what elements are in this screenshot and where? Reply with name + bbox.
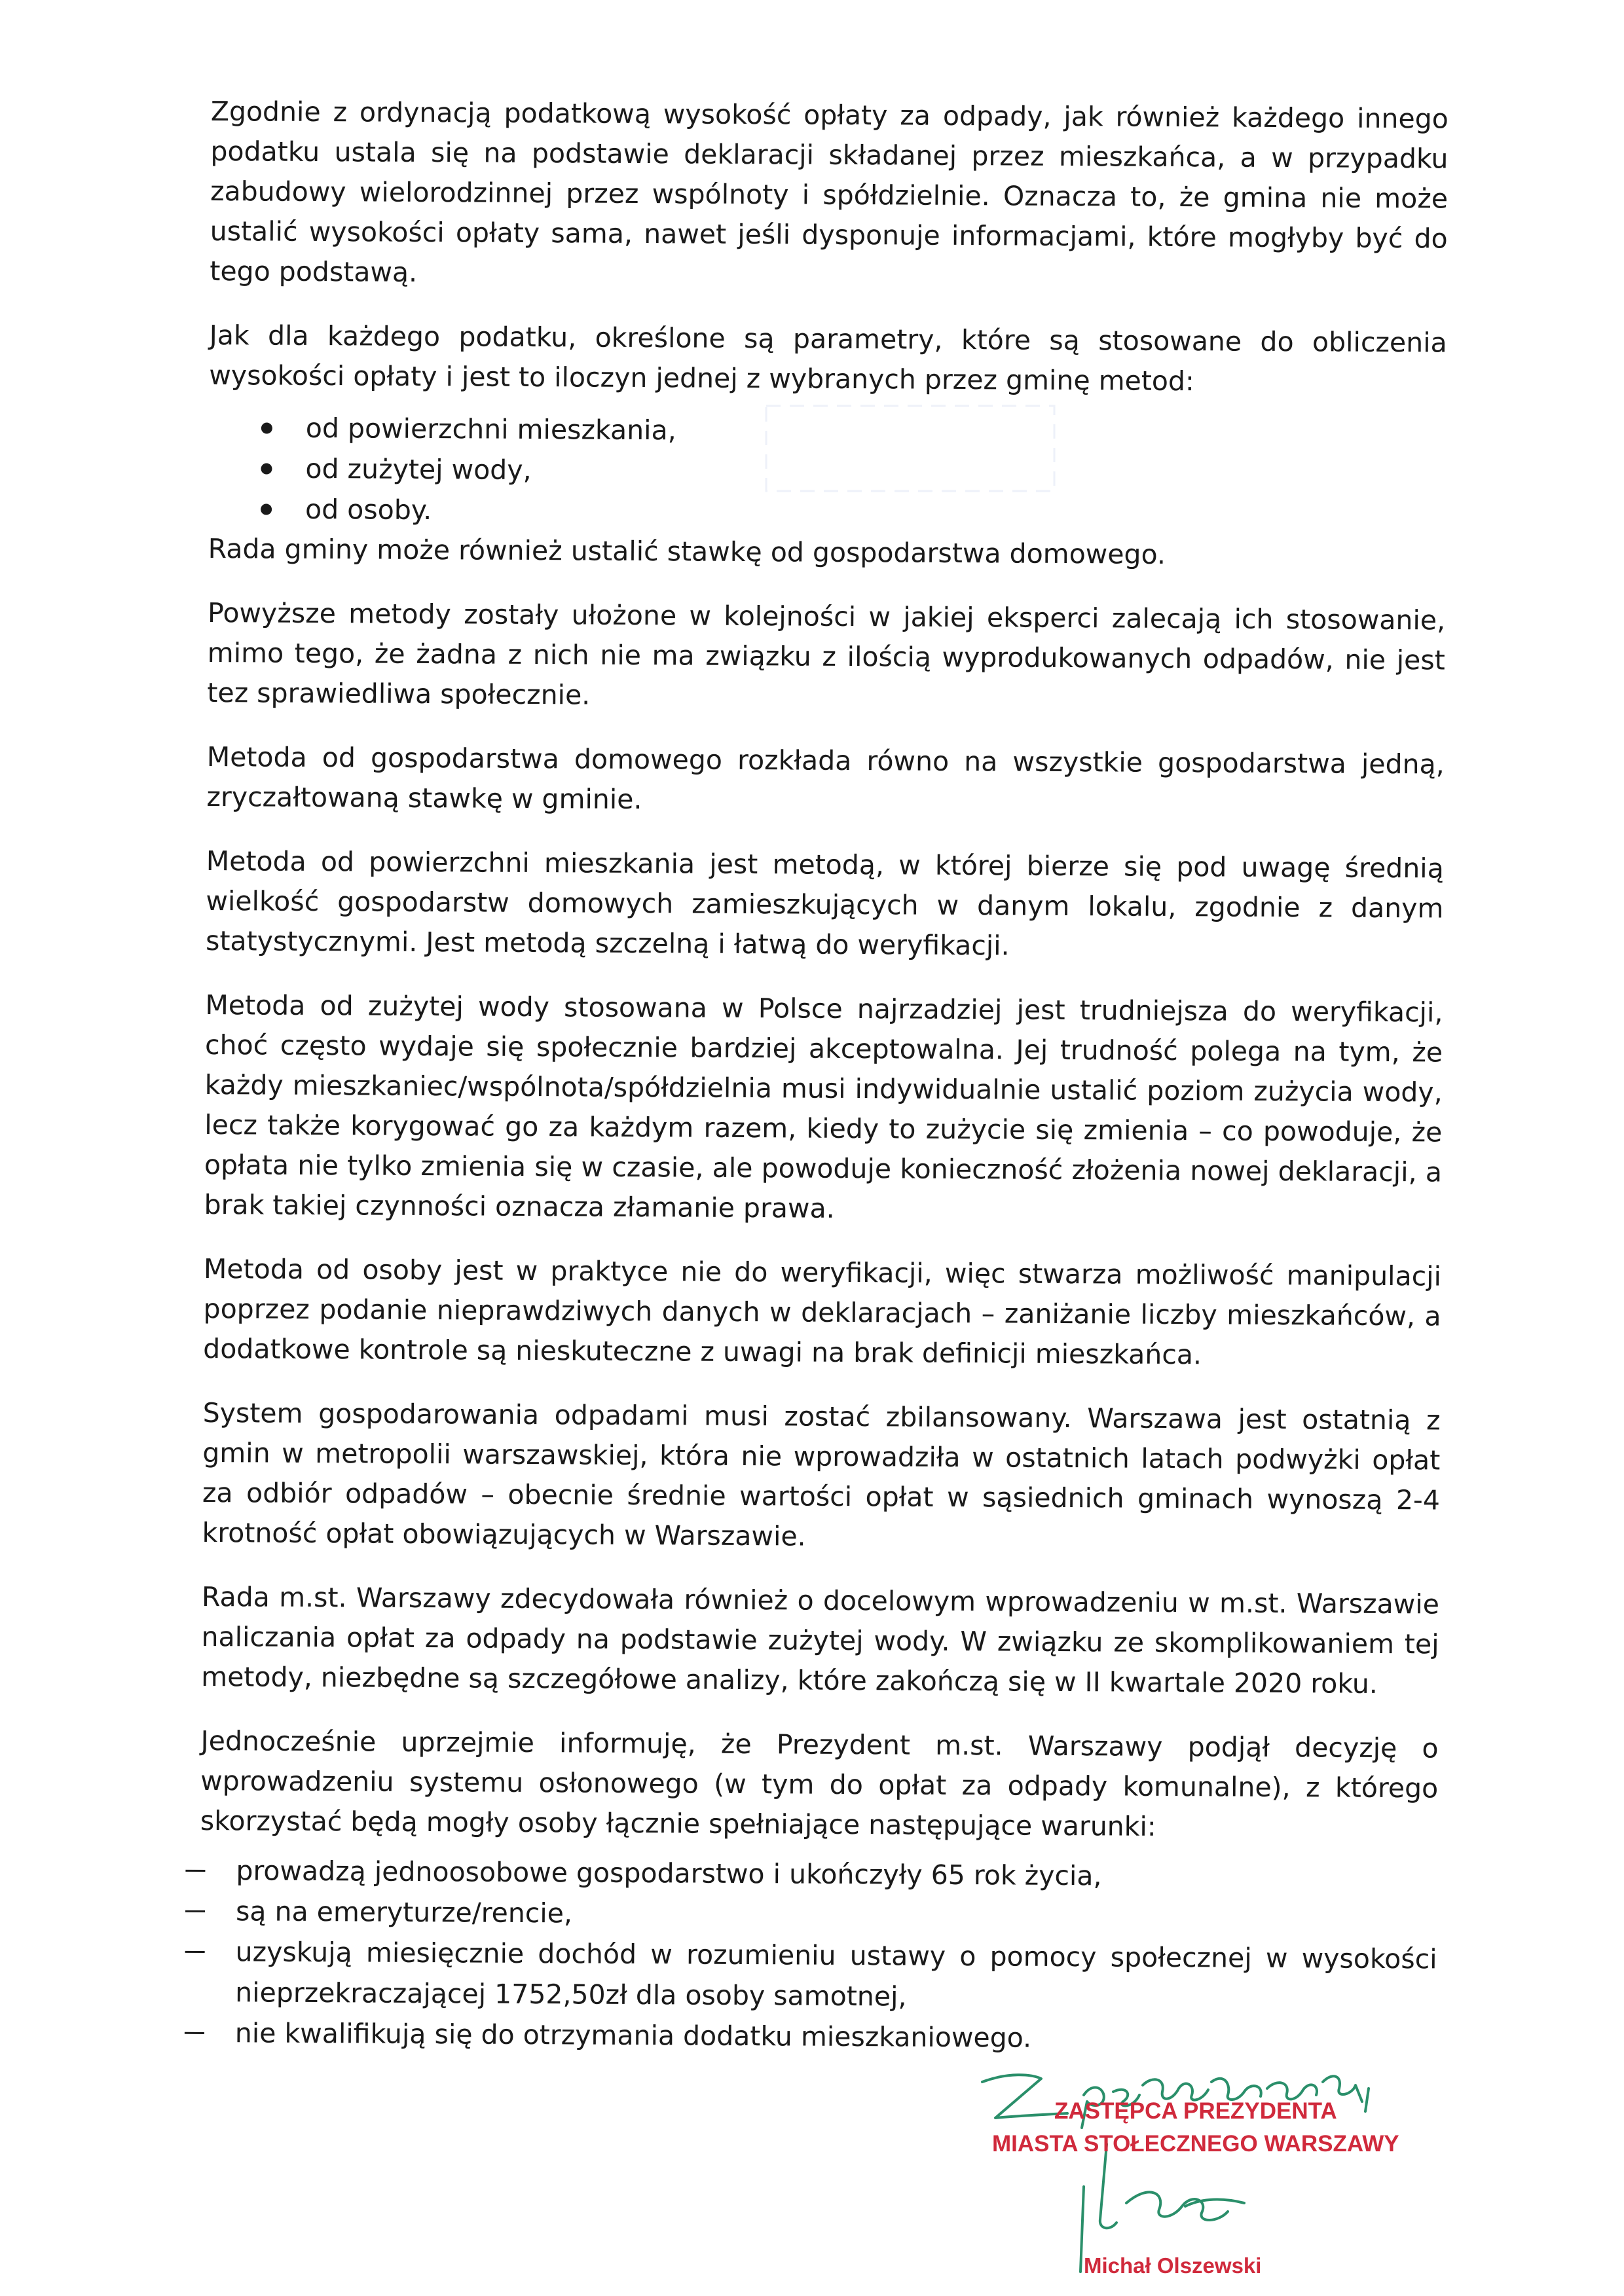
paragraph-system-balance: System gospodarowania odpadami musi zostać zbilansowany. Warszawa jest ostatnią z gmin w metropolii warszawskiej, która nie wprowadziła w ostatnich latach podwyżki opłat za odbiór odpadów – obecnie średnie wartości opłat w sąsiednich gminach wynoszą 2-4 krotność opłat obowiązujących w Warszawie.	[202, 1396, 1441, 1552]
paragraph-person-method: Metoda od osoby jest w praktyce nie do weryfikacji, więc stwarza możliwość manipulacji poprzez podanie nieprawdziwych danych w deklaracjach – zaniżanie liczby mieszkańców, a dodatkowe kontrole są nieskuteczne z uwagi na brak definicji mieszkańca.	[203, 1252, 1442, 1371]
signature-block	[969, 2056, 1441, 2291]
dash-icon	[185, 1951, 205, 1953]
bullet-icon	[261, 422, 272, 433]
list-item: od osoby.	[208, 488, 1446, 537]
paragraph-area-method: Metoda od powierzchni mieszkania jest metodą, w której bierze się pod uwagę średnią wielkość gospodarstw domowych zamieszkujących w danym lokalu, zgodnie z danym statystycznymi. Jest metodą szczelną i łatwą do weryfikacji.	[205, 845, 1444, 962]
list-item: uzyskują miesięcznie dochód w rozumieniu ustawy o pomocy społecznej w wysokości nieprzekraczającej 1752,50zł dla osoby samotnej,	[199, 1931, 1437, 2020]
dash-icon	[185, 1870, 205, 1872]
dash-icon	[185, 1910, 205, 1912]
bullet-icon	[261, 463, 272, 474]
list-item: nie kwalifikują się do otrzymania dodatku mieszkaniowego.	[199, 2013, 1437, 2061]
paragraph-household-method: Metoda od gospodarstwa domowego rozkłada równo na wszystkie gospodarstwa jedną, zryczałtowaną stawkę w gminie.	[206, 740, 1445, 816]
paragraph-water-method: Metoda od zużytej wody stosowana w Polsce najrzadziej jest trudniejsza do weryfikacji, choć często wydaje się społecznie bardziej akceptowalna. Jej trudność polega na tym, że każdy mieszkaniec/wspólnota/spółdzielnia musi indywidualnie ustalić poziom zużycia wody, lecz także korygować go za każdym razem, kiedy to zużycie się zmienia – co powoduje, że opłata nie tylko zmienia się w czasie, ale powoduje konieczność złożenia nowej deklaracji, a brak takiej czynności oznacza złamanie prawa.	[204, 989, 1443, 1224]
list-item: są na emeryturze/rencie,	[200, 1891, 1437, 1939]
signer-name: Michał Olszewski	[1084, 2253, 1262, 2278]
stamp-city-line: MIASTA STOŁECZNEGO WARSZAWY	[992, 2131, 1399, 2157]
stamp-title-line: ZASTĘPCA PREZYDENTA	[1054, 2098, 1337, 2124]
dash-icon	[185, 2032, 204, 2034]
letter-body	[199, 92, 1449, 2060]
paragraph-household-rate: Rada gminy może również ustalić stawkę od gospodarstwa domowego.	[208, 532, 1166, 570]
list-item: od zużytej wody,	[208, 448, 1446, 496]
paragraph-method-order: Powyższe metody zostały ułożone w kolejności w jakiej eksperci zalecają ich stosowanie, mimo tego, że żadna z nich nie ma związku z ilością wyprodukowanych odpadów, nie jest tez sprawiedliwa społecznie.	[207, 596, 1446, 711]
list-item: prowadzą jednoosobowe gospodarstwo i ukończyły 65 rok życia,	[200, 1850, 1437, 1899]
conditions-list	[199, 1850, 1438, 2061]
paragraph-council-decision: Rada m.st. Warszawy zdecydowała również o docelowym wprowadzeniu w m.st. Warszawie naliczania opłat za odpady na podstawie zużytej wody. W związku ze skomplikowaniem tej metody, niezbędne są szczegółowe analizy, które zakończą się w II kwartale 2020 roku.	[201, 1580, 1440, 1700]
list-item: od powierzchni mieszkania,	[209, 407, 1447, 456]
paragraph-parameters: Jak dla każdego podatku, określone są parametry, które są stosowane do obliczenia wysokości opłaty i jest to iloczyn jednej z wybranych przez gminę metod:	[209, 319, 1447, 397]
bullet-icon	[261, 503, 272, 515]
faint-stamp-mark	[760, 399, 1061, 498]
paragraph-protective-system: Jednocześnie uprzejmie informuję, że Prezydent m.st. Warszawy podjął decyzję o wprowadzeniu systemu osłonowego (w tym do opłat za odpady komunalne), z którego skorzystać będą mogły osoby łącznie spełniające następujące warunki:	[200, 1724, 1439, 1842]
paragraph-tax-declaration: Zgodnie z ordynacją podatkową wysokość opłaty za odpady, jak również każdego innego podatku ustala się na podstawie deklaracji składanej przez mieszkańca, a w przypadku zabudowy wielorodzinnej przez wspólnoty i spółdzielnie. Oznacza to, że gmina nie może ustalić wysokości opłaty sama, nawet jeśli dysponuje informacjami, które mogłyby być do tego podstawą.	[210, 95, 1449, 288]
